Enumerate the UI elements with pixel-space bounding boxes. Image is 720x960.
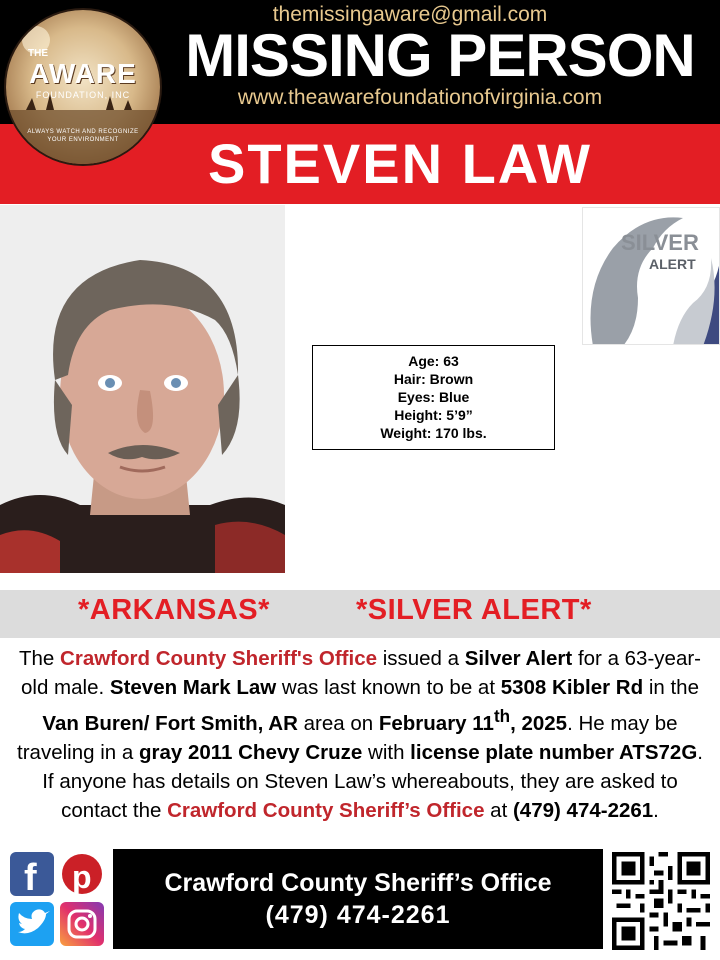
logo-the-text: THE xyxy=(28,48,48,59)
portrait-image xyxy=(0,205,285,573)
alert-state: *ARKANSAS* xyxy=(78,594,270,626)
date-year: , 2025 xyxy=(510,711,568,735)
person-details-box xyxy=(312,345,555,450)
detail-weight: Weight: 170 lbs. xyxy=(380,425,487,441)
area-name: Van Buren/ Fort Smith, AR xyxy=(42,711,298,735)
logo-tagline: ALWAYS WATCH AND RECOGNIZE YOUR ENVIRONMENT xyxy=(27,129,139,143)
description-text: The xyxy=(19,647,61,670)
full-name: Steven Mark Law xyxy=(109,676,277,699)
vehicle-description: gray 2011 Chevy Cruze xyxy=(138,740,363,764)
last-known-address: 5308 Kibler Rd xyxy=(500,676,644,699)
description-text: with xyxy=(362,740,411,764)
person-photo xyxy=(0,205,285,573)
missing-person-name: STEVEN LAW xyxy=(207,132,593,195)
contact-phone[interactable]: (479) 474-2261 xyxy=(265,901,451,929)
logo-aware-text: AWARE xyxy=(29,58,137,89)
last-seen-date xyxy=(378,707,568,735)
description-text: was last known to be at xyxy=(276,676,501,699)
social-icons xyxy=(10,852,106,948)
contact-email[interactable]: themissingaware@gmail.com xyxy=(272,3,548,26)
license-plate: license plate number ATS72G xyxy=(410,740,698,764)
description-text: issued a xyxy=(377,647,465,670)
description-text: area on xyxy=(297,711,379,735)
detail-height: Height: 5’9” xyxy=(394,407,473,423)
date-main: February 11 xyxy=(378,711,494,735)
description-text: . If anyone has details on Steven Law’s whereabouts, they are asked to contact the xyxy=(42,740,703,822)
qr-code[interactable] xyxy=(612,852,710,950)
svg-text:f: f xyxy=(24,857,37,896)
instagram-icon[interactable] xyxy=(60,902,104,946)
description-text: . He may be traveling in a xyxy=(17,711,678,764)
detail-hair: Hair: Brown xyxy=(393,371,474,387)
detail-eyes: Eyes: Blue xyxy=(397,389,470,405)
alert-description xyxy=(10,644,710,825)
description-text: in the xyxy=(643,676,699,699)
silver-alert-logo-line1: SILVER xyxy=(621,230,699,255)
agency-name: Crawford County Sheriff's Office xyxy=(60,647,377,670)
facebook-icon[interactable] xyxy=(10,852,54,896)
date-suffix: th xyxy=(493,707,511,726)
alert-type: *SILVER ALERT* xyxy=(356,594,592,626)
pinterest-icon[interactable] xyxy=(60,852,104,896)
alert-name: Silver Alert xyxy=(464,647,573,670)
detail-age: Age: 63 xyxy=(408,353,459,369)
agency-phone[interactable]: (479) 474-2261 xyxy=(512,798,654,822)
silver-alert-silhouette-icon xyxy=(583,208,720,345)
description-text: . xyxy=(653,798,659,822)
page-title: MISSING PERSON xyxy=(185,22,695,89)
silver-alert-logo xyxy=(582,207,720,345)
description-text: at xyxy=(484,798,513,822)
svg-text:p: p xyxy=(72,859,92,895)
agency-name: Crawford County Sheriff’s Office xyxy=(167,798,485,822)
twitter-icon[interactable] xyxy=(10,902,54,946)
website-link[interactable]: www.theawarefoundationofvirginia.com xyxy=(237,86,603,109)
contact-agency-name: Crawford County Sheriff’s Office xyxy=(164,869,552,897)
silver-alert-logo-line2: ALERT xyxy=(649,256,696,272)
description-text: for a 63-year-old male. xyxy=(21,647,701,699)
contact-box xyxy=(113,849,603,949)
aware-foundation-logo xyxy=(6,10,160,164)
logo-foundation-text: FOUNDATION, INC xyxy=(35,90,131,100)
qr-code-pattern xyxy=(612,852,710,950)
alert-banner xyxy=(0,590,720,638)
